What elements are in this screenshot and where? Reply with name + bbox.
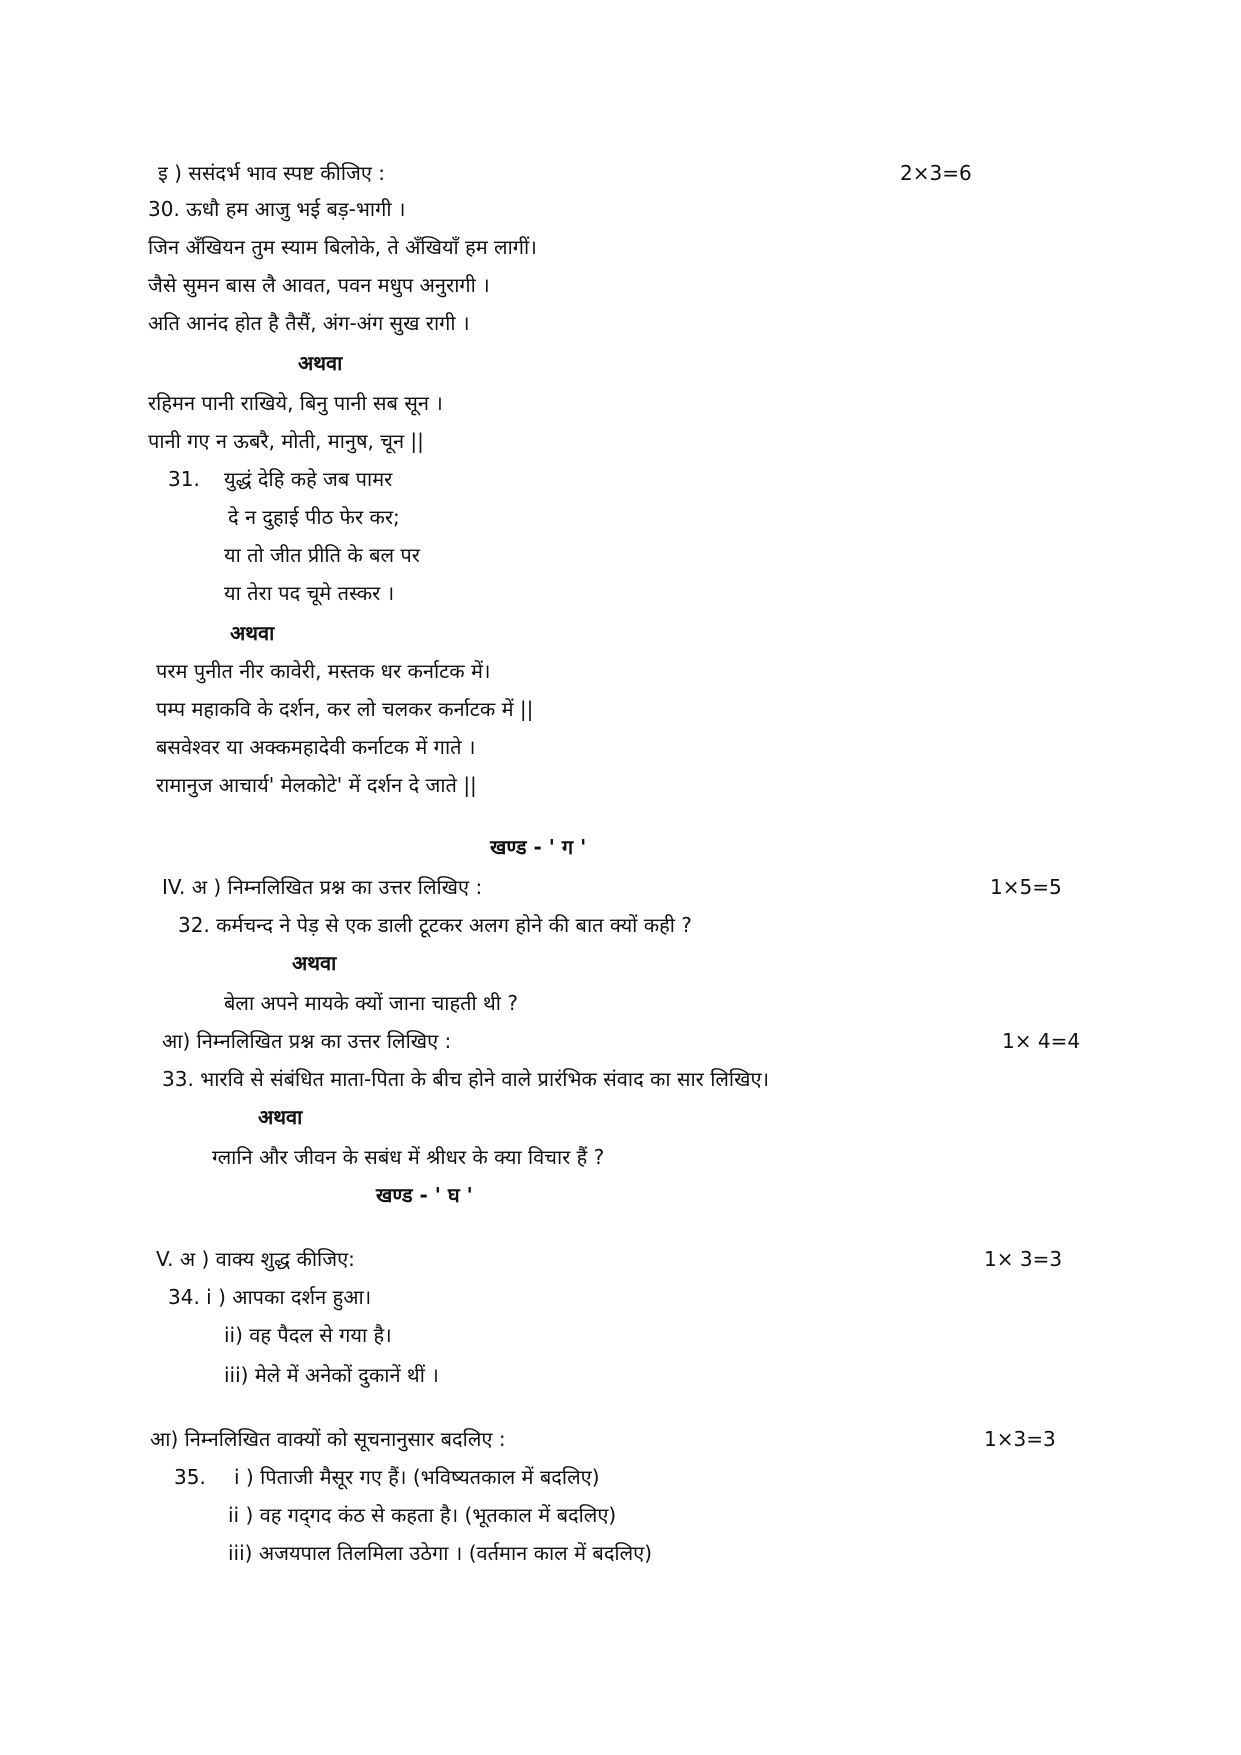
- or-label-2: अथवा: [230, 621, 275, 645]
- q35-line-2: ii ) वह गद्‌गद कंठ से कहता है। (भूतकाल में बदलिए): [228, 1503, 617, 1527]
- v-a-heading: V. अ ) वाक्य शुद्ध कीजिए:: [156, 1247, 355, 1271]
- or-label-3: अथवा: [292, 951, 337, 975]
- q31-line-2: दे न दुहाई पीठ फेर कर;: [228, 505, 400, 529]
- v-a-marks: 1× 3=3: [984, 1247, 1063, 1271]
- q31-number: 31.: [168, 467, 200, 491]
- iv-a-heading: IV. अ ) निम्नलिखित प्रश्न का उत्तर लिखिए :: [162, 875, 483, 899]
- q33: 33. भारवि से संबंधित माता-पिता के बीच होने वाले प्रारंभिक संवाद का सार लिखिए।: [162, 1067, 770, 1091]
- q30-line-3: जैसे सुमन बास लै आवत, पवन मधुप अनुरागी ।: [148, 273, 490, 297]
- q30-line-1: 30. ऊधौ हम आजु भई बड़-भागी ।: [148, 197, 406, 221]
- q35-line-3: iii) अजयपाल तिलमिला उठेगा । (वर्तमान काल में बदलिए): [228, 1541, 653, 1565]
- section-ga-title: खण्ड - ' ग ': [490, 835, 587, 859]
- iv-aa-heading: आ) निम्नलिखित प्रश्न का उत्तर लिखिए :: [162, 1029, 452, 1053]
- q33-alt: ग्लानि और जीवन के सबंध में श्रीधर के क्या विचार हैं ?: [212, 1145, 605, 1169]
- q30-alt-line-2: पानी गए न ऊबरै, मोती, मानुष, चून ||: [148, 429, 424, 453]
- q32-alt: बेला अपने मायके क्यों जाना चाहती थी ?: [224, 991, 518, 1015]
- q34-line-3: iii) मेले में अनेकों दुकानें थीं ।: [224, 1363, 439, 1387]
- q31-alt-line-3: बसवेश्वर या अक्कमहादेवी कर्नाटक में गाते ।: [156, 735, 476, 759]
- v-aa-heading: आ) निम्नलिखित वाक्यों को सूचनानुसार बदलिए :: [150, 1427, 506, 1451]
- q35-number: 35.: [174, 1465, 206, 1489]
- q35-line-1: i ) पिताजी मैसूर गए हैं। (भविष्यतकाल में बदलिए): [234, 1465, 600, 1489]
- q31-line-4: या तेरा पद चूमे तस्कर ।: [224, 581, 395, 605]
- q31-line-1: युद्धं देहि कहे जब पामर: [224, 467, 393, 491]
- q31-alt-line-4: रामानुज आचार्य' मेलकोटे' में दर्शन दे जाते ||: [156, 773, 477, 797]
- q30-alt-line-1: रहिमन पानी राखिये, बिनु पानी सब सून ।: [148, 391, 443, 415]
- section-gha-title: खण्ड - ' घ ': [376, 1183, 473, 1207]
- iv-a-marks: 1×5=5: [990, 875, 1062, 899]
- q31-alt-line-1: परम पुनीत नीर कावेरी, मस्तक धर कर्नाटक में।: [156, 659, 491, 683]
- or-label-1: अथवा: [298, 351, 343, 375]
- iv-aa-marks: 1× 4=4: [1002, 1029, 1081, 1053]
- q34-line-1: 34. i ) आपका दर्शन हुआ।: [168, 1285, 372, 1309]
- q30-line-4: अति आनंद होत है तैसैं, अंग-अंग सुख रागी ।: [148, 311, 470, 335]
- q31-alt-line-2: पम्प महाकवि के दर्शन, कर लो चलकर कर्नाटक में ||: [156, 697, 534, 721]
- q34-line-2: ii) वह पैदल से गया है।: [224, 1323, 392, 1347]
- q31-line-3: या तो जीत प्रीति के बल पर: [224, 543, 420, 567]
- section-i-marks: 2×3=6: [900, 161, 972, 185]
- section-i-heading: इ ) ससंदर्भ भाव स्पष्ट कीजिए :: [158, 161, 386, 185]
- q32: 32. कर्मचन्द ने पेड़ से एक डाली टूटकर अलग होने की बात क्यों कही ?: [178, 913, 692, 937]
- q30-line-2: जिन अँखियन तुम स्याम बिलोके, ते अँखियाँ हम लागीं।: [148, 235, 537, 259]
- or-label-4: अथवा: [258, 1105, 303, 1129]
- v-aa-marks: 1×3=3: [984, 1427, 1056, 1451]
